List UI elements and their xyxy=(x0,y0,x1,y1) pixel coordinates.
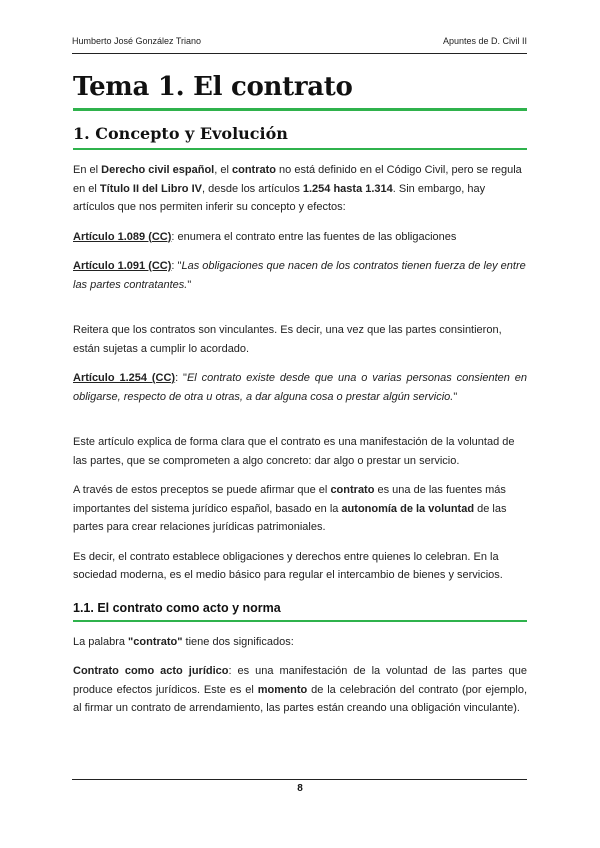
paragraph-reitera: Reitera que los contratos son vinculantes. Es decir, una vez que las partes consintieron, están sujetas a cumplir lo acordado. xyxy=(73,324,502,355)
page-header xyxy=(72,36,527,50)
footer-divider xyxy=(72,779,527,780)
paragraph-intro: En el Derecho civil español, el contrato no está definido en el Código Civil, pero se regula en el Título II del Libro IV, desde los artículos 1.254 hasta 1.314. Sin embargo, hay artículos que nos permiten inferir su concepto y efectos: xyxy=(73,164,522,213)
quote-art-1091: Las obligaciones que nacen de los contratos tienen fuerza de ley entre las partes contratantes. xyxy=(73,260,526,291)
chapter-title: Tema 1. El contrato xyxy=(73,70,527,111)
header-author: Humberto José González Triano xyxy=(72,36,202,46)
quote-art-1254: El contrato existe desde que una o varias personas consienten en obligarse, respecto de otra u otras, a dar alguna cosa o prestar algún servicio. xyxy=(73,372,527,403)
article-label-1089: Artículo 1.089 (CC) xyxy=(73,230,172,243)
header-course: Apuntes de D. Civil II xyxy=(442,36,527,46)
paragraph-contrato-acto: Contrato como acto jurídico: es una manifestación de la voluntad de las partes que produce efectos jurídicos. Este es el momento de la celebración del contrato (por ejemplo, al firmar un contrato de arrendamiento, las partes están creando una obligación vinculante). xyxy=(73,665,528,714)
paragraph-art-1254: Artículo 1.254 (CC): "El contrato existe desde que una o varias personas consienten en obligarse, respecto de otra u otras, a dar alguna cosa o prestar algún servicio." xyxy=(73,372,527,403)
paragraph-a-traves: A través de estos preceptos se puede afirmar que el contrato es una de las fuentes más importantes del sistema jurídico español, basado en la autonomía de la voluntad de las partes para crear relaciones jurídicas patrimoniales. xyxy=(73,484,507,533)
paragraph-art-1089: Artículo 1.089 (CC): enumera el contrato entre las fuentes de las obligaciones xyxy=(73,230,457,243)
subsection-heading-acto-norma: 1.1. El contrato como acto y norma xyxy=(73,599,527,622)
paragraph-la-palabra: La palabra "contrato" tiene dos significados: xyxy=(73,635,294,648)
article-label-1091: Artículo 1.091 (CC) xyxy=(73,260,172,272)
page-content xyxy=(73,70,527,718)
article-label-1254: Artículo 1.254 (CC) xyxy=(73,372,176,384)
header-divider xyxy=(72,53,527,54)
paragraph-explica: Este artículo explica de forma clara que el contrato es una manifestación de la voluntad de las partes, que se comprometen a algo concreto: dar algo o prestar un servicio. xyxy=(73,436,515,467)
section-heading-concepto: 1. Concepto y Evolución xyxy=(73,123,527,150)
page-number: 8 xyxy=(297,783,303,794)
paragraph-es-decir: Es decir, el contrato establece obligaciones y derechos entre quienes lo celebran. En la sociedad moderna, es el medio básico para regular el intercambio de bienes y servicios. xyxy=(73,550,503,581)
paragraph-art-1091: Artículo 1.091 (CC): "Las obligaciones que nacen de los contratos tienen fuerza de ley entre las partes contratantes." xyxy=(73,260,526,291)
